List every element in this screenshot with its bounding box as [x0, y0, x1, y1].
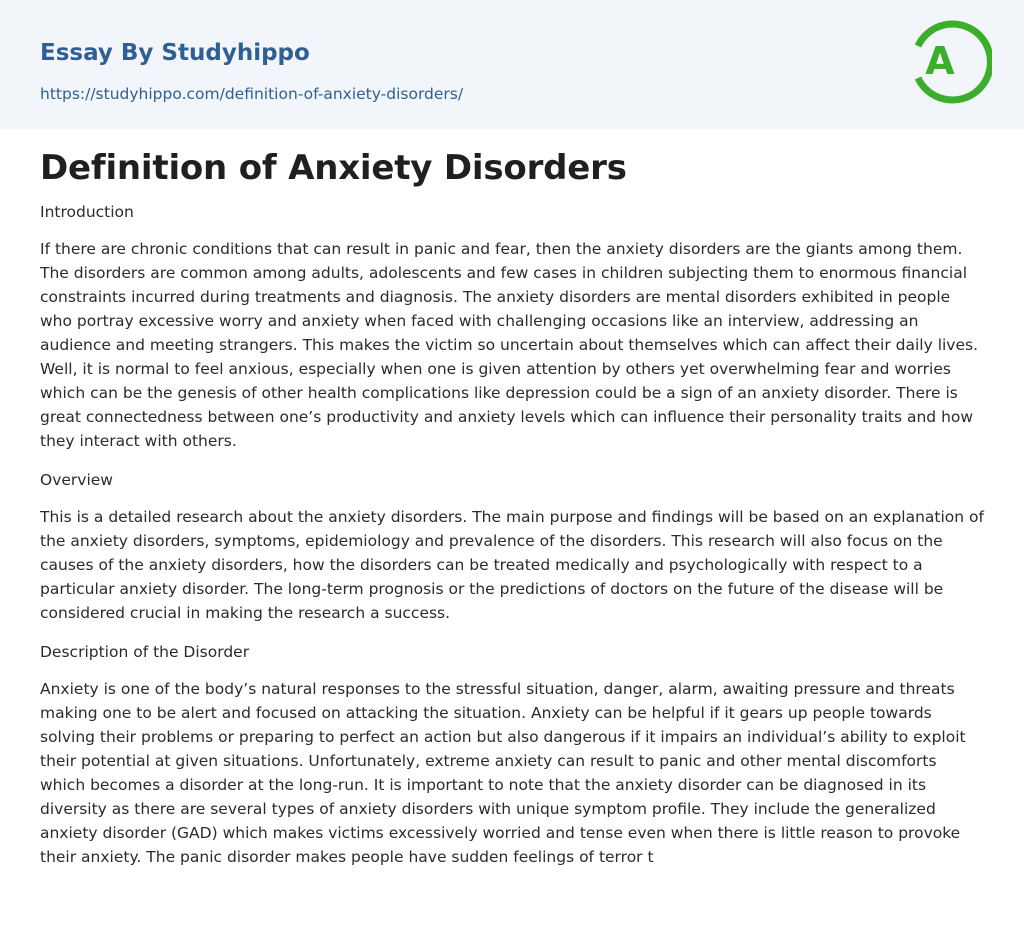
paragraph-overview: This is a detailed research about the anxiety disorders. The main purpose and findings will be based on an explanation of the anxiety disorders, symptoms, epidemiology and prevalence of the disorders. This research will also focus on the causes of the anxiety disorders, how the disorders can be treated medically and psychologically with respect to a particular anxiety disorder. The long-term prognosis or the predictions of doctors on the future of the disease will be considered crucial in making the research a success. — [40, 508, 984, 622]
logo-letter: A — [925, 39, 955, 83]
site-header — [0, 0, 1024, 129]
section-heading-introduction: Introduction — [40, 203, 134, 221]
page-title: Definition of Anxiety Disorders — [40, 148, 627, 188]
paragraph-introduction: If there are chronic conditions that can result in panic and fear, then the anxiety disorders are the giants among them. The disorders are common among adults, adolescents and few cases in children subjecting them to enormous financial constraints incurred during treatments and diagnosis. The anxiety disorders are mental disorders exhibited in people who portray excessive worry and anxiety when faced with challenging occasions like an interview, addressing an audience and meeting strangers. This makes the victim so uncertain about themselves which can affect their daily lives. Well, it is normal to feel anxious, especially when one is given attention by others yet overwhelming fear and worries which can be the genesis of other health complications like depression could be a sign of an anxiety disorder. There is great connectedness between one’s productivity and anxiety levels which can influence their personality traits and how they interact with others. — [40, 240, 979, 450]
section-heading-overview: Overview — [40, 471, 113, 489]
source-url-link[interactable]: https://studyhippo.com/definition-of-anxiety-disorders/ — [40, 85, 464, 103]
section-heading-description: Description of the Disorder — [40, 643, 250, 661]
ring-logo-icon[interactable] — [908, 16, 992, 108]
paragraph-description: Anxiety is one of the body’s natural responses to the stressful situation, danger, alarm, awaiting pressure and threats making one to be alert and focused on attacking the situation. Anxiety can be helpful if it gears up people towards solving their problems or preparing to perfect an action but also dangerous if it impairs an individual’s ability to exploit their potential at given situations. Unfortunately, extreme anxiety can result to panic and other mental discomforts which becomes a disorder at the long-run. It is important to note that the anxiety disorder can be diagnosed in its diversity as there are several types of anxiety disorders with unique symptom profile. They include the generalized anxiety disorder (GAD) which makes victims excessively worried and tense even when there is little reason to provoke their anxiety. The panic disorder makes people have sudden feelings of terror t — [40, 680, 966, 866]
article — [40, 144, 986, 884]
brand-title: Essay By Studyhippo — [40, 40, 310, 66]
